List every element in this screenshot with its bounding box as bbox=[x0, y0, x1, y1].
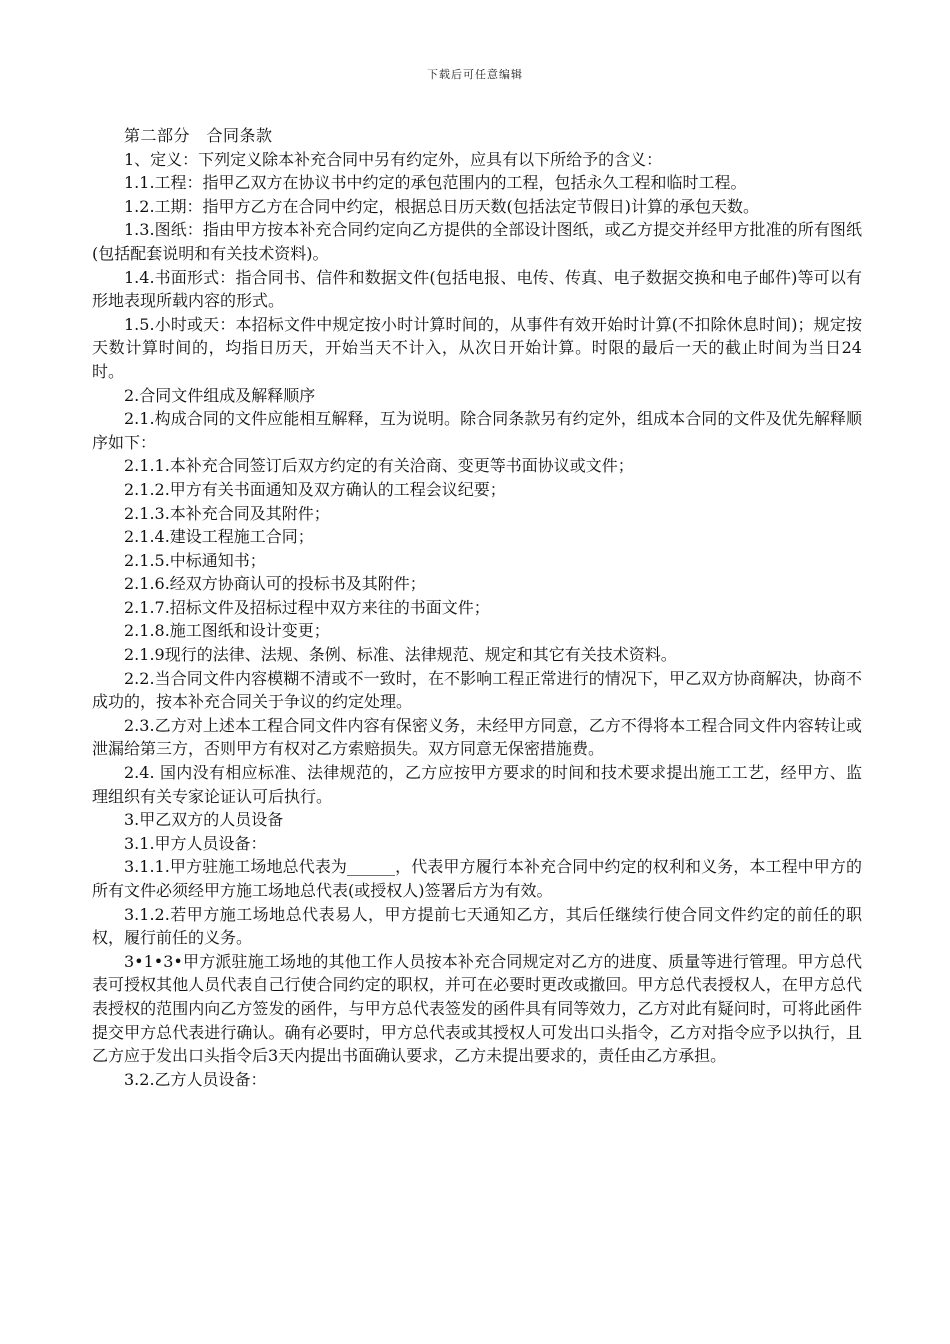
paragraph-3-heading: 3.甲乙双方的人员设备 bbox=[124, 810, 284, 830]
paragraph-2-1-3: 2.1.3.本补充合同及其附件； bbox=[124, 503, 330, 523]
paragraph-1-4: 1.4.书面形式：指合同书、信件和数据文件(包括电报、电传、传真、电子数据交换和电子邮件)等可以有形地表现所载内容的形式。 bbox=[92, 267, 862, 311]
paragraph-2-heading: 2.合同文件组成及解释顺序 bbox=[124, 385, 316, 405]
paragraph-2-1-7: 2.1.7.招标文件及招标过程中双方来往的书面文件； bbox=[124, 597, 490, 617]
paragraph-2-1-6: 2.1.6.经双方协商认可的投标书及其附件； bbox=[124, 574, 426, 594]
paragraph-2-1: 2.1.构成合同的文件应能相互解释，互为说明。除合同条款另有约定外，组成本合同的文件及优先解释顺序如下： bbox=[92, 409, 862, 452]
paragraph-2-1-1: 2.1.1.本补充合同签订后双方约定的有关洽商、变更等书面协议或文件； bbox=[124, 456, 634, 476]
paragraph-2-4: 2.4. 国内没有相应标准、法律规范的，乙方应按甲方要求的时间和技术要求提出施工工艺，经甲方、监理组织有关专家论证认可后执行。 bbox=[92, 763, 862, 806]
paragraph-1-5: 1.5.小时或天：本招标文件中规定按小时计算时间的，从事件有效开始时计算(不扣除休息时间)；规定按天数计算时间的，均指日历天，开始当天不计入，从次日开始计算。时限的最后一天的截止时间为当日24时。 bbox=[92, 314, 862, 381]
paragraph-2-1-8: 2.1.8.施工图纸和设计变更； bbox=[124, 621, 330, 641]
paragraph-1-2: 1.2.工期：指甲方乙方在合同中约定，根据总日历天数(包括法定节假日)计算的承包天数。 bbox=[124, 196, 760, 216]
paragraph-3-1-2: 3.1.2.若甲方施工场地总代表易人，甲方提前七天通知乙方，其后任继续行使合同文件约定的前任的职权，履行前任的义务。 bbox=[92, 904, 862, 948]
paragraph-1-3: 1.3.图纸：指由甲方按本补充合同约定向乙方提供的全部设计图纸，或乙方提交并经甲方批准的所有图纸(包括配套说明和有关技术资料)。 bbox=[92, 220, 862, 263]
paragraph-definitions: 1、定义：下列定义除本补充合同中另有约定外，应具有以下所给予的含义： bbox=[124, 149, 663, 169]
paragraph-3-1-1: 3.1.1.甲方驻施工场地总代表为______，代表甲方履行本补充合同中约定的权利和义务，本工程中甲方的所有文件必须经甲方施工场地总代表(或授权人)签署后方为有效。 bbox=[92, 857, 862, 900]
paragraph-3-2: 3.2.乙方人员设备： bbox=[124, 1069, 267, 1089]
paragraph-2-3: 2.3.乙方对上述本工程合同文件内容有保密义务，未经甲方同意，乙方不得将本工程合同文件内容转让或泄漏给第三方，否则甲方有权对乙方索赔损失。双方同意无保密措施费。 bbox=[92, 715, 862, 759]
paragraph-3-1-3: 3•1•3•甲方派驻施工场地的其他工作人员按本补充合同规定对乙方的进度、质量等进行管理。甲方总代表可授权其他人员代表自己行使合同约定的职权，并可在必要时更改或撤回。甲方总代表授权人，在甲方总代表授权的范围内向乙方签发的函件，与甲方总代表签发的函件具有同等效力，乙方对此有疑问时，可将此函件提交甲方总代表进行确认。确有必要时，甲方总代表或其授权人可发出口头指令，乙方对指令应予以执行，且乙方应于发出口头指令后3天内提出书面确认要求，乙方未提出要求的，责任由乙方承担。 bbox=[92, 951, 862, 1066]
paragraph-2-1-2: 2.1.2.甲方有关书面通知及双方确认的工程会议纪要； bbox=[124, 479, 506, 499]
page-header: 下载后可任意编辑 bbox=[427, 68, 523, 81]
section-title: 第二部分 合同条款 bbox=[124, 126, 273, 145]
paragraph-2-1-9: 2.1.9现行的法律、法规、条例、标准、法律规范、规定和其它有关技术资料。 bbox=[124, 645, 677, 665]
paragraph-3-1: 3.1.甲方人员设备： bbox=[124, 833, 267, 853]
paragraph-2-2: 2.2.当合同文件内容模糊不清或不一致时，在不影响工程正常进行的情况下，甲乙双方协商解决，协商不成功的，按本补充合同关于争议的约定处理。 bbox=[92, 668, 862, 712]
paragraph-1-1: 1.1.工程：指甲乙双方在协议书中约定的承包范围内的工程，包括永久工程和临时工程。 bbox=[124, 173, 747, 193]
document-body bbox=[92, 124, 862, 1091]
paragraph-2-1-4: 2.1.4.建设工程施工合同； bbox=[124, 527, 314, 547]
paragraph-2-1-5: 2.1.5.中标通知书； bbox=[124, 550, 266, 570]
